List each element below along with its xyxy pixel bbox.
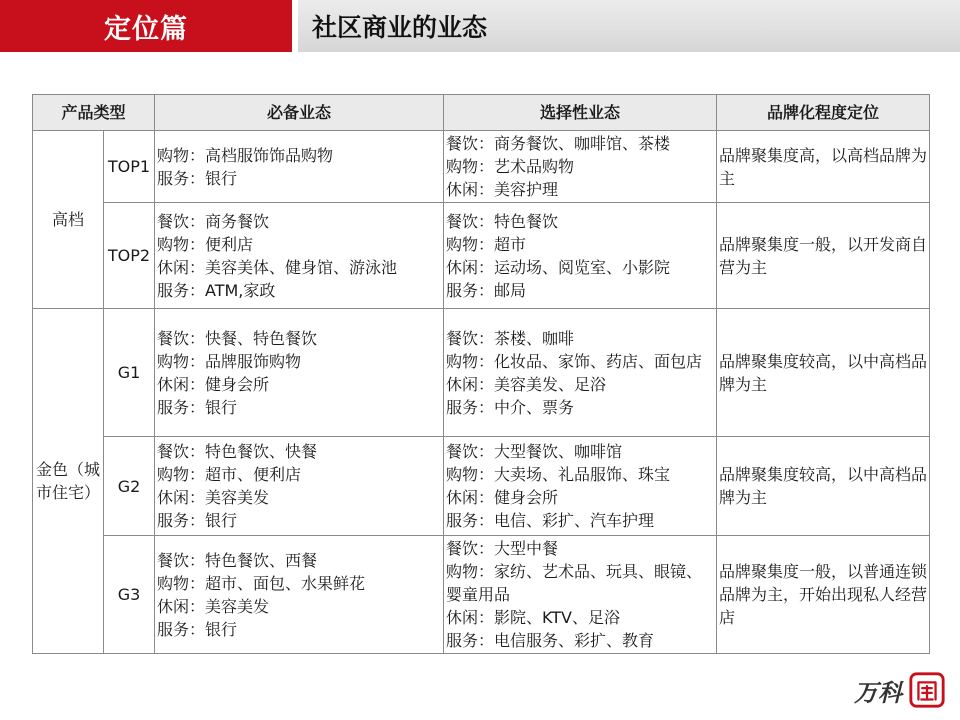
list-item: 休闲：运动场、阅览室、小影院	[446, 257, 671, 277]
list-item: 休闲：美容美发、足浴	[446, 374, 607, 394]
list-item: 休闲：美容美发	[157, 488, 270, 507]
list-item: 服务：银行	[157, 168, 238, 188]
sub-type-cell: G2	[104, 437, 155, 536]
list-item: 购物：品牌服饰购物	[157, 351, 302, 371]
table-row	[33, 131, 930, 203]
list-item: 休闲：美容美体、健身馆、游泳池	[157, 257, 398, 277]
optional-cell	[444, 203, 717, 309]
sub-type-cell: TOP2	[104, 203, 155, 309]
list-item: 购物：家纺、艺术品、玩具、眼镜、婴童用品	[446, 562, 703, 604]
list-item: 餐饮：特色餐饮、西餐	[157, 550, 318, 570]
list-item: 餐饮：大型中餐	[446, 539, 559, 558]
list-item: 服务：电信、彩扩、汽车护理	[446, 511, 655, 530]
required-cell	[155, 131, 444, 203]
list-item: 购物：化妆品、家饰、药店、面包店	[446, 351, 703, 371]
list-item: 购物：超市	[446, 234, 527, 254]
list-item: 服务：银行	[157, 619, 238, 639]
list-item: 休闲：健身会所	[446, 488, 559, 507]
list-item: 服务：电信服务、彩扩、教育	[446, 631, 655, 650]
list-item: 休闲：美容护理	[446, 180, 559, 199]
logo-text: 万科	[854, 677, 902, 707]
section-tab: 定位篇	[0, 0, 292, 52]
list-item: 休闲：美容美发	[157, 596, 270, 616]
page-title: 社区商业的业态	[298, 0, 960, 52]
required-cell	[155, 437, 444, 536]
list-item: 购物：超市、面包、水果鲜花	[157, 573, 366, 593]
table-row	[33, 203, 930, 309]
branding-cell: 品牌聚集度一般，以开发商自营为主	[717, 203, 930, 309]
optional-cell	[444, 309, 717, 437]
list-item: 餐饮：快餐、特色餐饮	[157, 328, 318, 348]
sub-type-cell: TOP1	[104, 131, 155, 203]
table-row	[33, 536, 930, 654]
category-cell: 金色（城市住宅）	[33, 309, 104, 654]
header-required-format: 必备业态	[155, 95, 444, 131]
branding-cell: 品牌聚集度高，以高档品牌为主	[717, 131, 930, 203]
optional-cell	[444, 437, 717, 536]
list-item: 餐饮：茶楼、咖啡	[446, 328, 575, 348]
sub-type-cell: G1	[104, 309, 155, 437]
category-cell: 高档	[33, 131, 104, 309]
list-item: 购物：大卖场、礼品服饰、珠宝	[446, 465, 671, 484]
header-branding: 品牌化程度定位	[717, 95, 930, 131]
list-item: 休闲：健身会所	[157, 374, 270, 394]
required-cell	[155, 536, 444, 654]
header-optional-format: 选择性业态	[444, 95, 717, 131]
list-item: 服务：中介、票务	[446, 397, 575, 417]
list-item: 餐饮：特色餐饮、快餐	[157, 442, 318, 461]
list-item: 餐饮：大型餐饮、咖啡馆	[446, 442, 623, 461]
sub-type-cell: G3	[104, 536, 155, 654]
business-format-table-container	[32, 94, 929, 654]
vanke-seal-icon	[908, 671, 946, 709]
branding-cell: 品牌聚集度较高，以中高档品牌为主	[717, 309, 930, 437]
required-cell	[155, 203, 444, 309]
table-row	[33, 309, 930, 437]
list-item: 购物：超市、便利店	[157, 465, 302, 484]
branding-cell: 品牌聚集度一般，以普通连锁品牌为主，开始出现私人经营店	[717, 536, 930, 654]
optional-cell	[444, 131, 717, 203]
list-item: 餐饮：商务餐饮、咖啡馆、茶楼	[446, 134, 671, 153]
header-product-type: 产品类型	[33, 95, 155, 131]
list-item: 休闲：影院、KTV、足浴	[446, 608, 620, 627]
list-item: 服务：银行	[157, 511, 238, 530]
branding-cell: 品牌聚集度较高，以中高档品牌为主	[717, 437, 930, 536]
optional-cell	[444, 536, 717, 654]
list-item: 购物：艺术品购物	[446, 157, 575, 176]
list-item: 服务：ATM,家政	[157, 280, 276, 300]
table-header-row	[33, 95, 930, 131]
list-item: 购物：便利店	[157, 234, 254, 254]
vanke-logo	[854, 670, 946, 710]
list-item: 服务：银行	[157, 397, 238, 417]
list-item: 购物：高档服饰饰品购物	[157, 145, 334, 165]
list-item: 服务：邮局	[446, 280, 527, 300]
list-item: 餐饮：特色餐饮	[446, 211, 559, 231]
table-row	[33, 437, 930, 536]
required-cell	[155, 309, 444, 437]
list-item: 餐饮：商务餐饮	[157, 211, 270, 231]
business-format-table	[32, 94, 930, 654]
